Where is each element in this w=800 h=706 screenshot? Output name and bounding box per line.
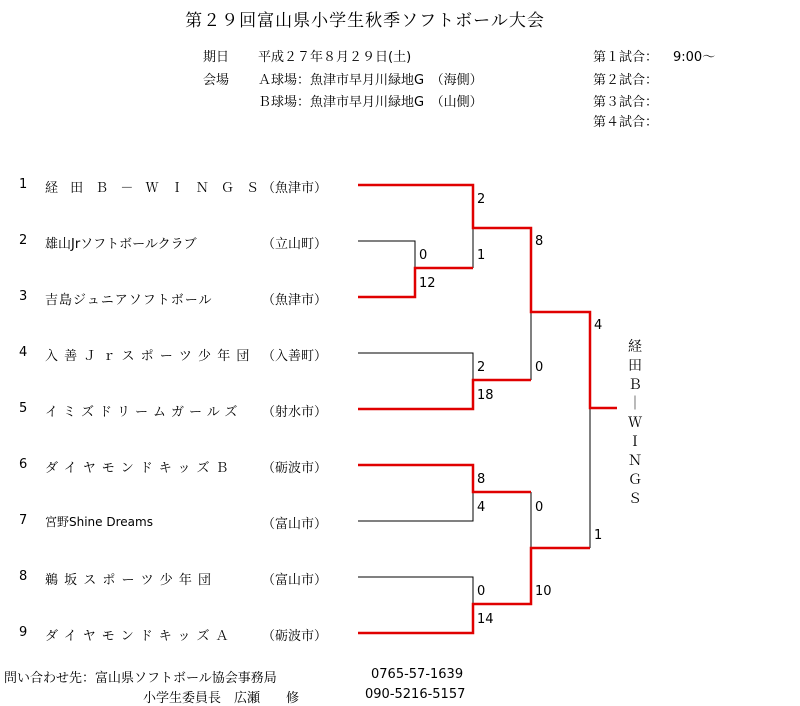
game-3-label: 第３試合：: [593, 95, 659, 110]
team-name: 吉島ジュニアソフトボール: [45, 293, 213, 308]
chair-phone: 090-5216-5157: [365, 687, 466, 702]
champion-char: 田: [628, 358, 642, 374]
champion-char: Ｓ: [628, 491, 642, 507]
team-area: （魚津市）: [262, 181, 328, 196]
score: 14: [477, 612, 494, 627]
game-2-label: 第２試合：: [593, 73, 659, 88]
team-area: （入善町）: [262, 349, 328, 364]
champion-name: [625, 338, 645, 509]
score: 8: [535, 234, 544, 249]
score: 4: [477, 500, 486, 515]
team-area: （砺波市）: [262, 461, 328, 476]
team-number: 2: [19, 233, 28, 248]
team-number: 8: [19, 569, 28, 584]
score: 4: [594, 318, 603, 333]
score: 12: [419, 276, 436, 291]
champion-char: Ｂ: [628, 377, 642, 393]
team-area: （魚津市）: [262, 293, 328, 308]
win-line-team3: [358, 268, 473, 297]
team-number: 3: [19, 289, 28, 304]
score: 8: [477, 472, 486, 487]
team-name: 雄山Jrソフトボールクラブ: [45, 237, 197, 252]
team-number: 7: [19, 513, 28, 528]
champion-char: Ｉ: [628, 434, 642, 450]
team-area: （立山町）: [262, 237, 328, 252]
score: 0: [419, 248, 428, 263]
committee-chair: 小学生委員長 広瀬 修: [143, 691, 300, 706]
champion-char: Ｗ: [628, 415, 642, 431]
score: 10: [535, 584, 552, 599]
team-area: （射水市）: [262, 405, 328, 420]
team-name: 鵜 坂 ス ポ ー ツ 少 年 団: [45, 573, 213, 588]
line-team4: [358, 353, 473, 380]
venue-label: 会場: [203, 73, 230, 88]
line-team8: [358, 577, 473, 604]
team-name: 経 田 Ｂ － Ｗ Ｉ Ｎ Ｇ Ｓ: [45, 181, 264, 196]
venue-a: Ａ球場：魚津市早月川緑地G （海側）: [258, 73, 483, 88]
win-line-team6: [358, 465, 531, 492]
date-label: 期日: [203, 50, 230, 65]
champion-char: Ｎ: [628, 453, 642, 469]
team-area: （砺波市）: [262, 629, 328, 644]
team-area: （富山市）: [262, 517, 328, 532]
champion-char: 経: [628, 339, 642, 355]
page-title: 第２９回富山県小学生秋季ソフトボール大会: [185, 11, 545, 31]
score: 2: [477, 360, 486, 375]
score: 2: [477, 192, 486, 207]
venue-b: Ｂ球場：魚津市早月川緑地G （山側）: [258, 95, 483, 110]
team-number: 6: [19, 457, 28, 472]
team-name: イミズドリームガールズ: [45, 405, 243, 420]
team-area: （富山市）: [262, 573, 328, 588]
win-line-team5: [358, 380, 531, 409]
champion-char: ｜: [628, 396, 642, 412]
team-number: 5: [19, 401, 28, 416]
team-number: 4: [19, 345, 28, 360]
line-team7: [358, 492, 473, 521]
win-line-team9: [358, 548, 590, 633]
score: 0: [535, 500, 544, 515]
score: 1: [477, 248, 486, 263]
game-1-label: 第１試合：: [593, 50, 659, 65]
team-name: ダイヤモンドキッズＡ: [45, 629, 235, 644]
score: 0: [477, 584, 486, 599]
team-name: ダイヤモンドキッズＢ: [45, 461, 235, 476]
team-name: 宮野Shine Dreams: [45, 515, 153, 529]
team-number: 1: [19, 177, 28, 192]
contact-phone: 0765-57-1639: [371, 667, 464, 682]
score: 1: [594, 528, 603, 543]
champion-char: Ｇ: [628, 472, 642, 488]
game-4-label: 第４試合：: [593, 115, 659, 130]
line-team2: [358, 241, 415, 268]
contact-label: 問い合わせ先：富山県ソフトボール協会事務局: [4, 671, 277, 686]
date-value: 平成２７年８月２９日(土): [258, 50, 412, 65]
game-1-time: 9:00～: [673, 50, 716, 65]
team-name: 入 善 Ｊ ｒ ス ポ ー ツ 少 年 団: [45, 349, 251, 364]
score: 18: [477, 388, 494, 403]
team-number: 9: [19, 625, 28, 640]
score: 0: [535, 360, 544, 375]
